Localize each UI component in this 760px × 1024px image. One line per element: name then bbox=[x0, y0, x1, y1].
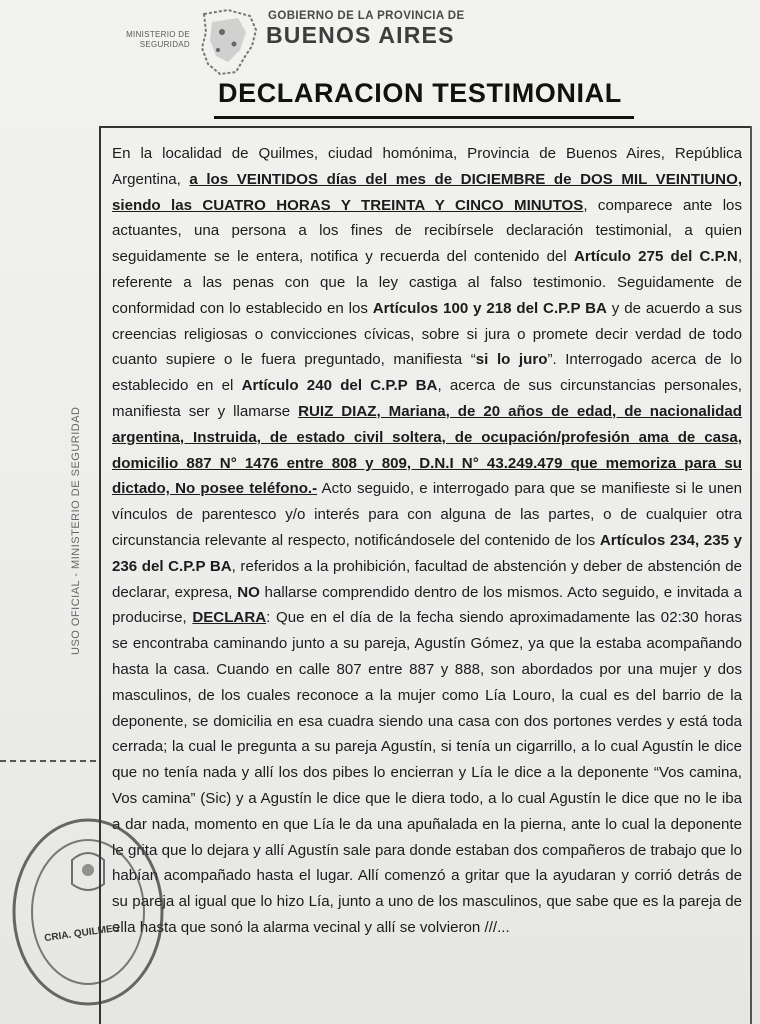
body-segment: Acto seguido, e interrogado para que se manifieste si le unen vínculos de parentesco y/o interés para con alguna de las partes, o de cualquier otra circunstancia relevante al respecto, notificándosele del contenido de los bbox=[112, 480, 742, 549]
date-time-emphasis: a los VEINTIDOS días del mes de DICIEMBRE de DOS MIL VEINTIUNO, siendo las CUATRO HORAS Y TREINTA Y CINCO MINUTOS bbox=[112, 170, 743, 214]
body-segment: , referidos a la prohibición, facultad de abstención y deber de abstención de declarar, expresa, bbox=[112, 557, 742, 601]
body-segment: y de acuerdo a sus creencias religiosas o convicciones cívicas, sobre si jura o promete decir verdad de todo cuanto supiere o le fuera preguntado, manifiesta “ bbox=[112, 299, 743, 369]
body-segment: , comparece ante los actuantes, una persona a los fines de recibírsele declaración testimonial, a quien seguidamente se le entera, notifica y recuerda del contenido del bbox=[112, 196, 742, 266]
body-segment: ”. Interrogado acerca de lo establecido en el bbox=[112, 351, 742, 395]
gobierno-text: GOBIERNO DE LA PROVINCIA DE bbox=[268, 10, 465, 22]
article-ref: Artículo 240 del C.P.P BA bbox=[241, 377, 438, 395]
article-ref: Artículos 100 y 218 del C.P.P BA bbox=[372, 299, 607, 317]
declara-emphasis: DECLARA bbox=[192, 609, 267, 627]
stamp-text: CRIA. QUILMES bbox=[43, 922, 120, 945]
frame-top-border bbox=[100, 126, 752, 128]
buenos-aires-map-icon bbox=[198, 6, 260, 78]
body-segment: , referente a las penas con que la ley castiga al falso testimonio. Seguidamente de conformidad con lo establecido en los bbox=[112, 248, 743, 317]
ministerio-line1: MINISTERIO DE bbox=[126, 30, 190, 39]
article-ref: Artículos 234, 235 y 236 del C.P.P BA bbox=[112, 531, 743, 575]
ministerio-logo-text bbox=[112, 30, 190, 50]
negation-emphasis: NO bbox=[237, 583, 260, 601]
article-ref: Artículo 275 del C.P.N bbox=[573, 248, 738, 266]
body-segment: , acerca de sus circunstancias personales, manifiesta ser y llamarse bbox=[112, 377, 742, 420]
document-title: DECLARACION TESTIMONIAL bbox=[218, 78, 622, 108]
declaration-body bbox=[112, 141, 742, 941]
buenos-aires-text: BUENOS AIRES bbox=[266, 22, 455, 48]
body-segment: : Que en el día de la fecha siendo aproximadamente las 02:30 horas se encontraba caminando junto a su pareja, Agustín Gómez, ya que la estaba acompañando hasta la casa. Cuando en calle 807 entre 887 y 888, son abordados por una mujer y dos masculinos, de los cuales reconoce a la mujer como Lía Louro, la cual es del barrio de la deponente, se domicilia en esa cuadra siendo una casa con dos portones verdes y está toda cerrada; la cual le pregunta a su pareja Agustín, si tenía un cigarrillo, a lo cual Agustín le dice que no tenía nada y allí los dos pibes lo encierran y Lía le dice a la deponente “Vos camina, Vos camina” (Sic) y a Agustín le dice que le diera todo, a lo cual Agustín le dice que no le iba a dar nada, momento en que Lía le da una apuñalada en la pierna, ante lo cual la deponente le grita que lo dejara y allí Agustín sale para donde estaban dos compañeros de trabajo que lo habían acompañado hasta el lugar. Allí comenzó a gritar que la ayudaran y corrió detrás de su pareja al igual que lo hizo Lía, junto a uno de los masculinos, que sabe que es la pareja de ella hasta que sonó la alarma vecinal y allí se volvieron ///... bbox=[112, 609, 742, 936]
margin-dashed-line bbox=[0, 760, 100, 762]
body-segment: En la localidad de Quilmes, ciudad homónima, Provincia de Buenos Aires, República Argentina, bbox=[112, 145, 742, 188]
oath-phrase: si lo juro bbox=[475, 351, 548, 369]
witness-identity: RUIZ DIAZ, Mariana, de 20 años de edad, de nacionalidad argentina, Instruida, de estado civil soltera, de ocupación/profesión ama de casa, domicilio 887 N° 1476 entre 808 y 809, D.N.I N° 43.249.479 que memoriza para su dictado, No posee teléfono.- bbox=[112, 402, 743, 498]
body-segment: hallarse comprendido dentro de los mismos. Acto seguido, e invitada a producirse, bbox=[112, 583, 743, 627]
uso-oficial-side-text: USO OFICIAL - MINISTERIO DE SEGURIDAD bbox=[70, 406, 82, 655]
title-underline bbox=[214, 116, 634, 119]
ministerio-line2: SEGURIDAD bbox=[139, 40, 190, 49]
frame-left-border bbox=[99, 126, 101, 1024]
frame-right-border bbox=[750, 126, 752, 1024]
letterhead bbox=[0, 4, 760, 84]
